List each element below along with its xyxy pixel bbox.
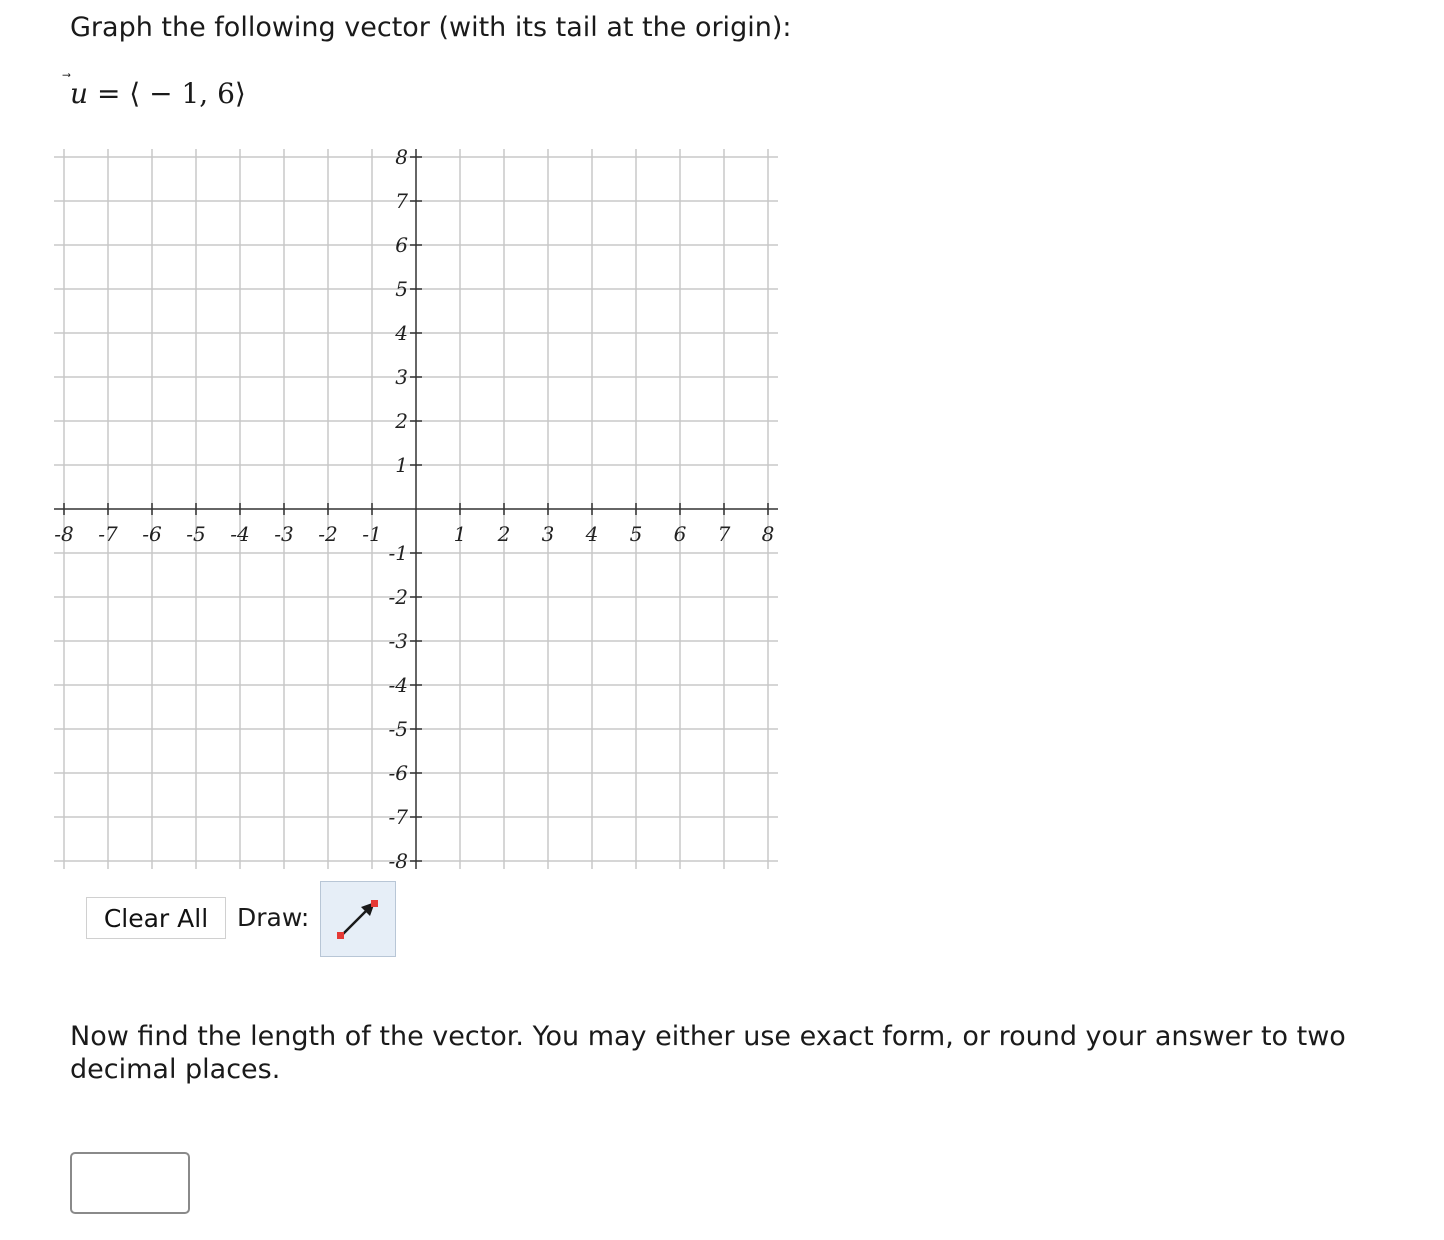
- x-tick-label: 8: [761, 522, 775, 546]
- question-text: Now find the length of the vector. You may either use exact form, or round your answer to two decimal places.: [70, 1021, 1346, 1085]
- x-tick-label: -2: [318, 522, 338, 546]
- x-tick-label: -7: [98, 522, 118, 546]
- x-tick-label: 1: [453, 522, 467, 546]
- vector-variable: [70, 74, 88, 114]
- instruction-text: Graph the following vector (with its tail at the origin):: [70, 12, 792, 43]
- x-tick-label: 6: [673, 522, 687, 546]
- y-tick-label: -8: [388, 849, 408, 873]
- y-tick-label: 5: [395, 277, 408, 301]
- y-tick-label: -2: [388, 585, 408, 609]
- vector-tool-button[interactable]: [320, 881, 396, 957]
- y-tick-label: -4: [388, 673, 408, 697]
- vector-equation: [70, 74, 246, 114]
- y-tick-label: 4: [395, 321, 408, 345]
- y-tick-label: -6: [388, 761, 408, 785]
- clear-all-button[interactable]: Clear All: [86, 897, 226, 939]
- x-tick-label: 5: [629, 522, 643, 546]
- y-tick-label: 2: [395, 409, 408, 433]
- draw-label: Draw:: [237, 903, 310, 932]
- y-tick-label: 3: [395, 365, 408, 389]
- y-tick-label: -1: [388, 541, 408, 565]
- vector-variable-letter: u: [70, 77, 89, 110]
- x-tick-label: -8: [54, 522, 74, 546]
- x-tick-label: -3: [274, 522, 294, 546]
- vector-components: = ⟨ − 1, 6⟩: [88, 77, 246, 110]
- y-tick-label: 8: [395, 145, 408, 169]
- x-tick-label: -4: [230, 522, 250, 546]
- answer-input[interactable]: [70, 1152, 190, 1214]
- x-tick-label: -1: [362, 522, 382, 546]
- axes: [54, 149, 778, 869]
- y-tick-label: 1: [395, 453, 408, 477]
- y-tick-label: -5: [388, 717, 408, 741]
- x-tick-label: -5: [186, 522, 206, 546]
- y-tick-label: 6: [395, 233, 408, 257]
- y-tick-label: 7: [395, 189, 408, 213]
- x-tick-label: 7: [717, 522, 731, 546]
- coordinate-graph[interactable]: [54, 145, 810, 880]
- vector-tool-icon: [333, 894, 383, 944]
- y-tick-label: -3: [388, 629, 408, 653]
- x-tick-label: 2: [497, 522, 511, 546]
- x-axis-labels: [54, 522, 774, 546]
- x-tick-label: 4: [585, 522, 599, 546]
- x-tick-label: -6: [142, 522, 162, 546]
- x-tick-label: 3: [541, 522, 555, 546]
- y-tick-label: -7: [388, 805, 408, 829]
